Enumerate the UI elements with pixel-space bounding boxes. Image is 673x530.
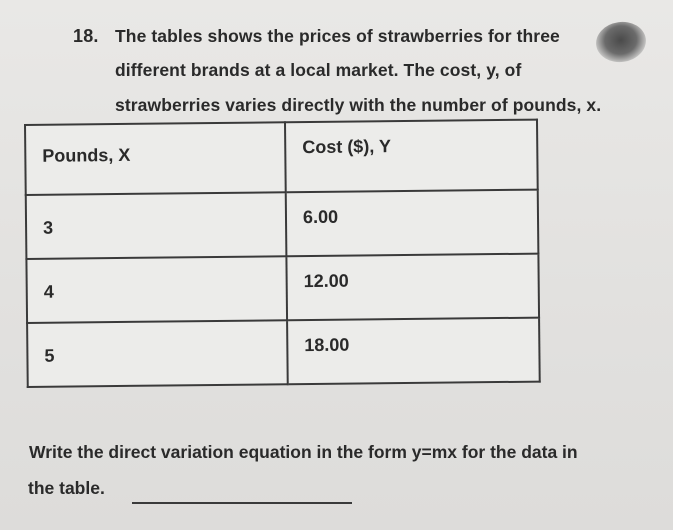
pounds-value: 3 — [42, 217, 54, 238]
question-text-line-3: strawberries varies directly with the number of pounds, x. — [115, 95, 602, 115]
ink-smudge — [593, 19, 648, 66]
prompt-text-line-1: Write the direct variation equation in the form y=mx for the data in — [29, 442, 578, 462]
table-cell — [286, 190, 539, 257]
prompt-text-line-2: the table. — [28, 478, 105, 498]
answer-blank-line[interactable] — [132, 502, 352, 504]
price-table — [24, 119, 541, 388]
cost-value: 12.00 — [303, 270, 349, 292]
pounds-value: 5 — [44, 345, 55, 366]
table-cell — [26, 192, 287, 259]
cost-value: 18.00 — [304, 334, 350, 356]
table-cell — [27, 320, 288, 387]
table-row — [26, 190, 539, 259]
table-header-row — [25, 120, 538, 195]
table-row — [27, 318, 540, 387]
table-header-cell — [285, 120, 538, 193]
table-header-cell — [25, 122, 286, 195]
cost-value: 6.00 — [302, 206, 339, 228]
question-number: 18. — [73, 26, 99, 46]
table-cell — [286, 254, 539, 321]
table-cell — [287, 318, 540, 385]
question-text-line-1: The tables shows the prices of strawberries for three — [115, 26, 560, 46]
question-text-line-2: different brands at a local market. The cost, y, of — [115, 60, 522, 80]
header-cost: Cost ($), Y — [302, 136, 392, 158]
header-pounds: Pounds, X — [42, 144, 131, 166]
table-cell — [26, 256, 287, 323]
pounds-value: 4 — [43, 281, 54, 302]
table-row — [26, 254, 539, 323]
